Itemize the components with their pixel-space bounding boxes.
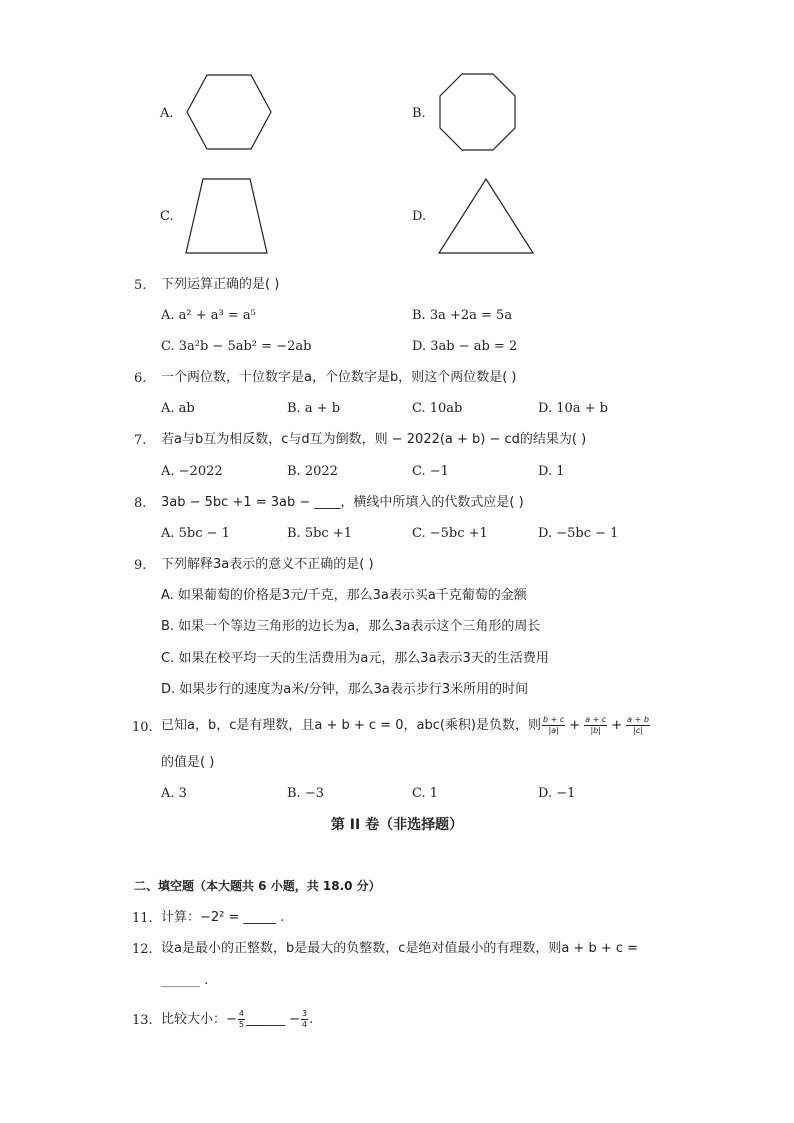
q5-number: 5. bbox=[134, 278, 147, 293]
q10-plus-1: + bbox=[569, 717, 581, 733]
q6-option-a: A. ab bbox=[161, 401, 195, 416]
q6-option-d: D. 10a + b bbox=[538, 401, 608, 416]
q7-number: 7. bbox=[134, 433, 147, 448]
q8-option-d: D. −5bc − 1 bbox=[538, 526, 619, 541]
q10-stem: 已知a，b，c是有理数，且a + b + c = 0，abc(乘积)是负数，则 bbox=[161, 717, 541, 733]
q10-fraction-3-denominator: |c| bbox=[633, 725, 643, 735]
triangle-shape bbox=[438, 178, 536, 256]
q8-option-c: C. −5bc +1 bbox=[412, 526, 488, 541]
q13-fraction-1-denominator: 5 bbox=[238, 1019, 244, 1029]
q11-text: 计算：−2² = _____ . bbox=[161, 910, 285, 925]
q9-number: 9. bbox=[134, 558, 147, 573]
q6-number: 6. bbox=[134, 371, 147, 386]
q8-option-a: A. 5bc − 1 bbox=[161, 526, 230, 541]
q13-fraction-2-denominator: 4 bbox=[302, 1019, 308, 1029]
q10-number: 10. bbox=[132, 720, 153, 735]
q5-option-c: C. 3a²b − 5ab² = −2ab bbox=[161, 339, 312, 354]
q8-option-b: B. 5bc +1 bbox=[287, 526, 352, 541]
section-2-title: 第 II 卷（非选择题） bbox=[330, 817, 464, 833]
q10-stem-line2: 的值是( ) bbox=[161, 755, 215, 770]
q6-option-b: B. a + b bbox=[287, 401, 341, 416]
q10-stem-line bbox=[161, 713, 651, 737]
q12-number: 12. bbox=[132, 942, 153, 957]
q5-option-a: A. a² + a³ = a⁵ bbox=[161, 308, 256, 323]
q12-text: 设a是最小的正整数，b是最大的负整数，c是绝对值最小的有理数，则a + b + c = bbox=[161, 941, 639, 956]
q6-option-c: C. 10ab bbox=[412, 401, 463, 416]
q9-option-d: D. 如果步行的速度为a米/分钟，那么3a表示步行3米所用的时间 bbox=[161, 682, 529, 697]
q10-fraction-2-denominator: |b| bbox=[590, 725, 601, 735]
q9-stem: 下列解释3a表示的意义不正确的是( ) bbox=[161, 557, 374, 572]
q13-prefix: 比较大小：− bbox=[161, 1011, 237, 1027]
option-c-label: C. bbox=[160, 209, 174, 224]
q13-fraction-2 bbox=[301, 1009, 308, 1028]
q7-option-a: A. −2022 bbox=[161, 464, 223, 479]
trapezoid-shape bbox=[184, 178, 270, 256]
option-b-label: B. bbox=[412, 106, 426, 121]
octagon-shape bbox=[438, 73, 518, 153]
q7-option-c: C. −1 bbox=[412, 464, 449, 479]
q10-option-a: A. 3 bbox=[161, 786, 187, 801]
q7-option-d: D. 1 bbox=[538, 464, 565, 479]
q10-fraction-1-numerator: b + c bbox=[542, 715, 565, 725]
q10-plus-2: + bbox=[611, 717, 623, 733]
q11-number: 11. bbox=[132, 911, 153, 926]
q13-middle: ______ − bbox=[246, 1011, 301, 1027]
q13-number: 13. bbox=[132, 1013, 153, 1028]
q13-fraction-2-numerator: 3 bbox=[302, 1009, 308, 1019]
q13-line bbox=[161, 1006, 313, 1032]
q9-option-a: A. 如果葡萄的价格是3元/千克，那么3a表示买a千克葡萄的金额 bbox=[161, 588, 527, 603]
q8-stem: 3ab − 5bc +1 = 3ab − ____，横线中所填入的代数式应是( ) bbox=[161, 495, 524, 510]
q9-option-b: B. 如果一个等边三角形的边长为a，那么3a表示这个三角形的周长 bbox=[161, 619, 541, 634]
q10-option-d: D. −1 bbox=[538, 786, 576, 801]
q10-option-c: C. 1 bbox=[412, 786, 439, 801]
q13-fraction-1-numerator: 4 bbox=[238, 1009, 244, 1019]
q10-fraction-2-numerator: a + c bbox=[585, 715, 607, 725]
hexagon-shape bbox=[185, 74, 273, 152]
q9-option-c: C. 如果在校平均一天的生活费用为a元，那么3a表示3天的生活费用 bbox=[161, 651, 549, 666]
q10-fraction-1-denominator: |a| bbox=[548, 725, 559, 735]
q7-option-b: B. 2022 bbox=[287, 464, 338, 479]
part-2-heading: 二、填空题（本大题共 6 小题，共 18.0 分） bbox=[134, 879, 381, 893]
option-d-label: D. bbox=[412, 209, 427, 224]
option-a-label: A. bbox=[160, 106, 174, 121]
q5-option-b: B. 3a +2a = 5a bbox=[412, 308, 513, 323]
q13-suffix: . bbox=[309, 1011, 314, 1027]
q12-text-line2: ______ . bbox=[161, 973, 209, 988]
q13-fraction-1 bbox=[238, 1009, 245, 1028]
q7-stem: 若a与b互为相反数，c与d互为倒数，则 − 2022(a + b) − cd的结果为( ) bbox=[161, 432, 587, 447]
q8-number: 8. bbox=[134, 496, 147, 511]
q10-fraction-2 bbox=[584, 715, 607, 734]
q6-stem: 一个两位数，十位数字是a，个位数字是b，则这个两位数是( ) bbox=[161, 370, 517, 385]
q5-option-d: D. 3ab − ab = 2 bbox=[412, 339, 518, 354]
q10-fraction-1 bbox=[542, 715, 565, 734]
q10-fraction-3 bbox=[626, 715, 650, 734]
q5-stem: 下列运算正确的是( ) bbox=[161, 277, 280, 292]
q10-fraction-3-numerator: a + b bbox=[627, 715, 649, 725]
q10-option-b: B. −3 bbox=[287, 786, 324, 801]
